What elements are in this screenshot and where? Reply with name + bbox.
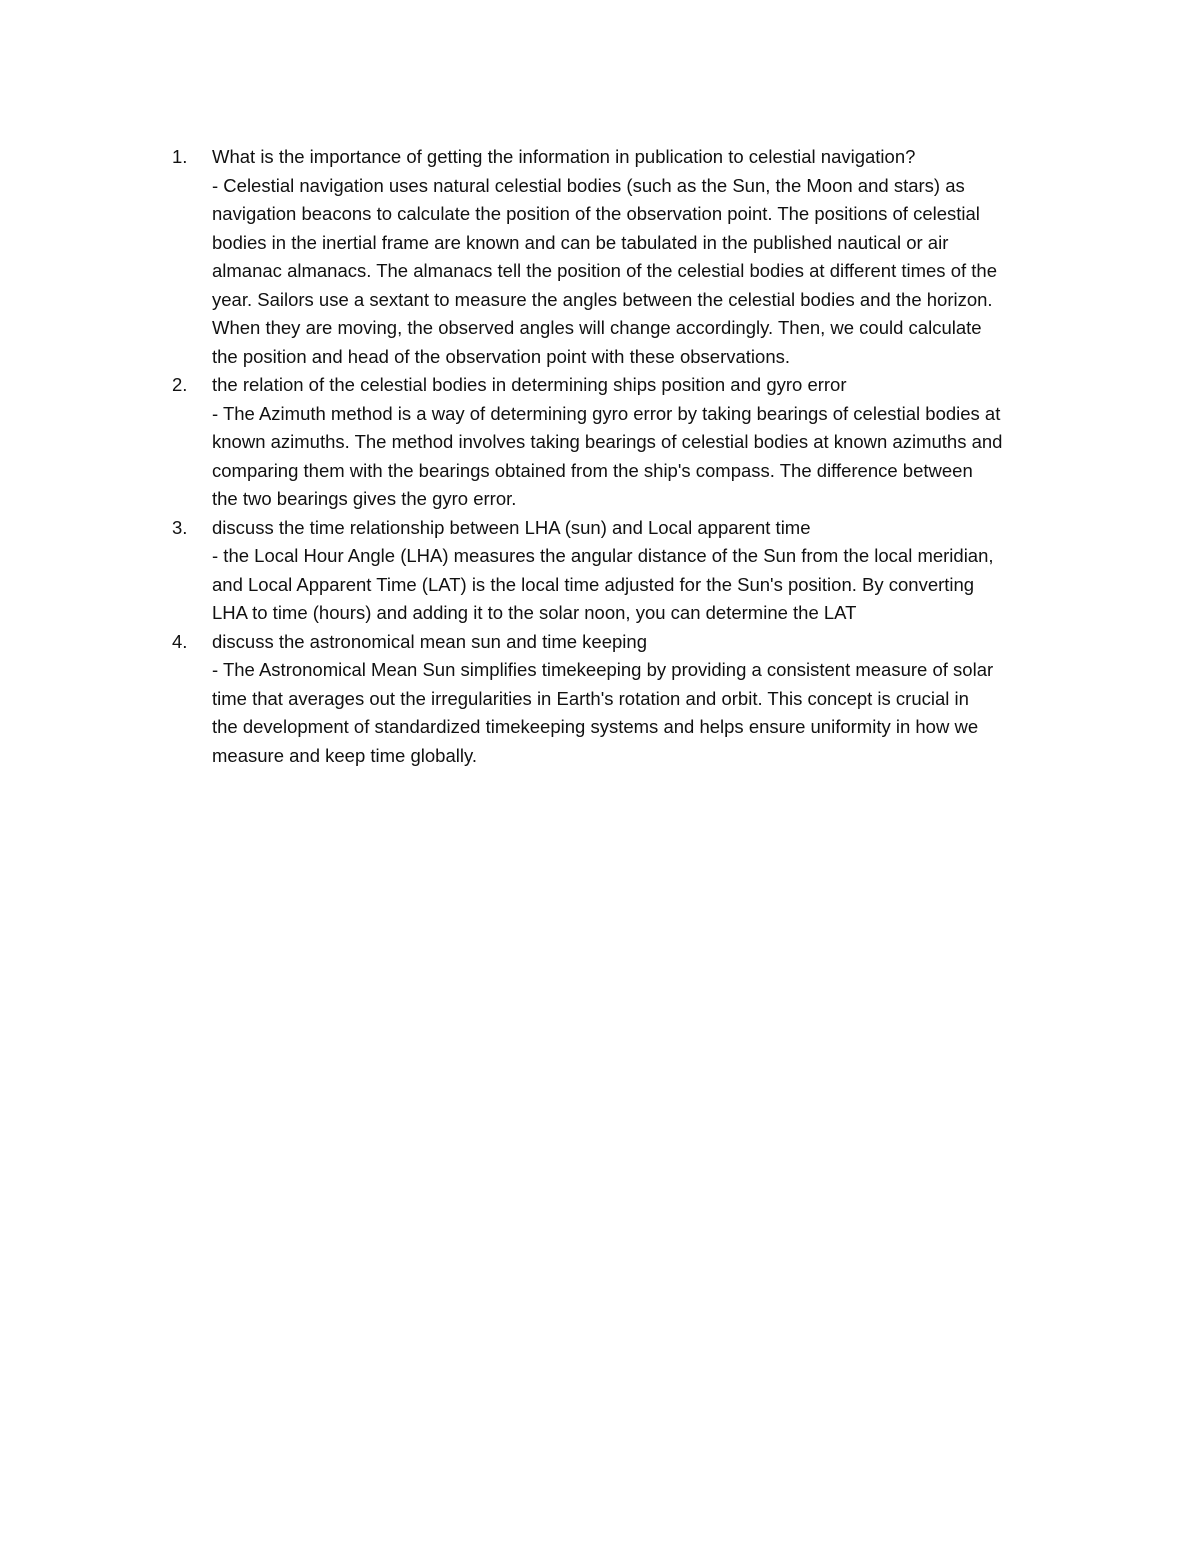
answer-line: - Celestial navigation uses natural celestial bodies (such as the Sun, the Moon and stars) as [212, 174, 965, 196]
list-item [172, 514, 1072, 628]
answer-line: LHA to time (hours) and adding it to the solar noon, you can determine the LAT [212, 602, 857, 623]
answer-line: time that averages out the irregularities in Earth's rotation and orbit. This concept is crucial in [212, 687, 969, 709]
question-text: discuss the time relationship between LHA (sun) and Local apparent time [212, 516, 811, 538]
numbered-list [172, 143, 1072, 770]
item-number: 4. [172, 630, 188, 652]
answer-text [212, 400, 1072, 514]
answer-line: - The Astronomical Mean Sun simplifies timekeeping by providing a consistent measure of solar [212, 659, 994, 680]
answer-line: measure and keep time globally. [212, 744, 477, 766]
list-item [172, 628, 1072, 771]
question-text: discuss the astronomical mean sun and time keeping [212, 630, 647, 652]
answer-line: year. Sailors use a sextant to measure the angles between the celestial bodies and the horizon. [212, 288, 993, 310]
list-item [172, 143, 1072, 371]
question-text: the relation of the celestial bodies in determining ships position and gyro error [212, 374, 847, 395]
answer-text [212, 172, 1072, 372]
answer-line: When they are moving, the observed angles will change accordingly. Then, we could calculate [212, 317, 982, 338]
answer-line: bodies in the inertial frame are known and can be tabulated in the published nautical or air [212, 231, 949, 253]
answer-line: - The Azimuth method is a way of determining gyro error by taking bearings of celestial bodies at [212, 402, 1001, 424]
answer-line: the two bearings gives the gyro error. [212, 488, 517, 509]
answer-line: known azimuths. The method involves taking bearings of celestial bodies at known azimuths and [212, 431, 1003, 452]
answer-line: the development of standardized timekeeping systems and helps ensure uniformity in how we [212, 716, 979, 737]
answer-line: navigation beacons to calculate the position of the observation point. The positions of celestial [212, 203, 980, 224]
answer-line: the position and head of the observation point with these observations. [212, 345, 790, 367]
item-number: 2. [172, 374, 188, 395]
answer-line: - the Local Hour Angle (LHA) measures the angular distance of the Sun from the local meridian, [212, 545, 994, 566]
answer-line: comparing them with the bearings obtained from the ship's compass. The difference between [212, 459, 973, 481]
item-number: 3. [172, 516, 188, 538]
answer-text [212, 656, 1072, 770]
list-item [172, 371, 1072, 514]
item-number: 1. [172, 146, 188, 167]
answer-text [212, 542, 1072, 628]
answer-line: almanac almanacs. The almanacs tell the position of the celestial bodies at different times of the [212, 260, 997, 281]
question-text: What is the importance of getting the information in publication to celestial navigation? [212, 146, 916, 167]
answer-line: and Local Apparent Time (LAT) is the local time adjusted for the Sun's position. By converting [212, 573, 975, 595]
